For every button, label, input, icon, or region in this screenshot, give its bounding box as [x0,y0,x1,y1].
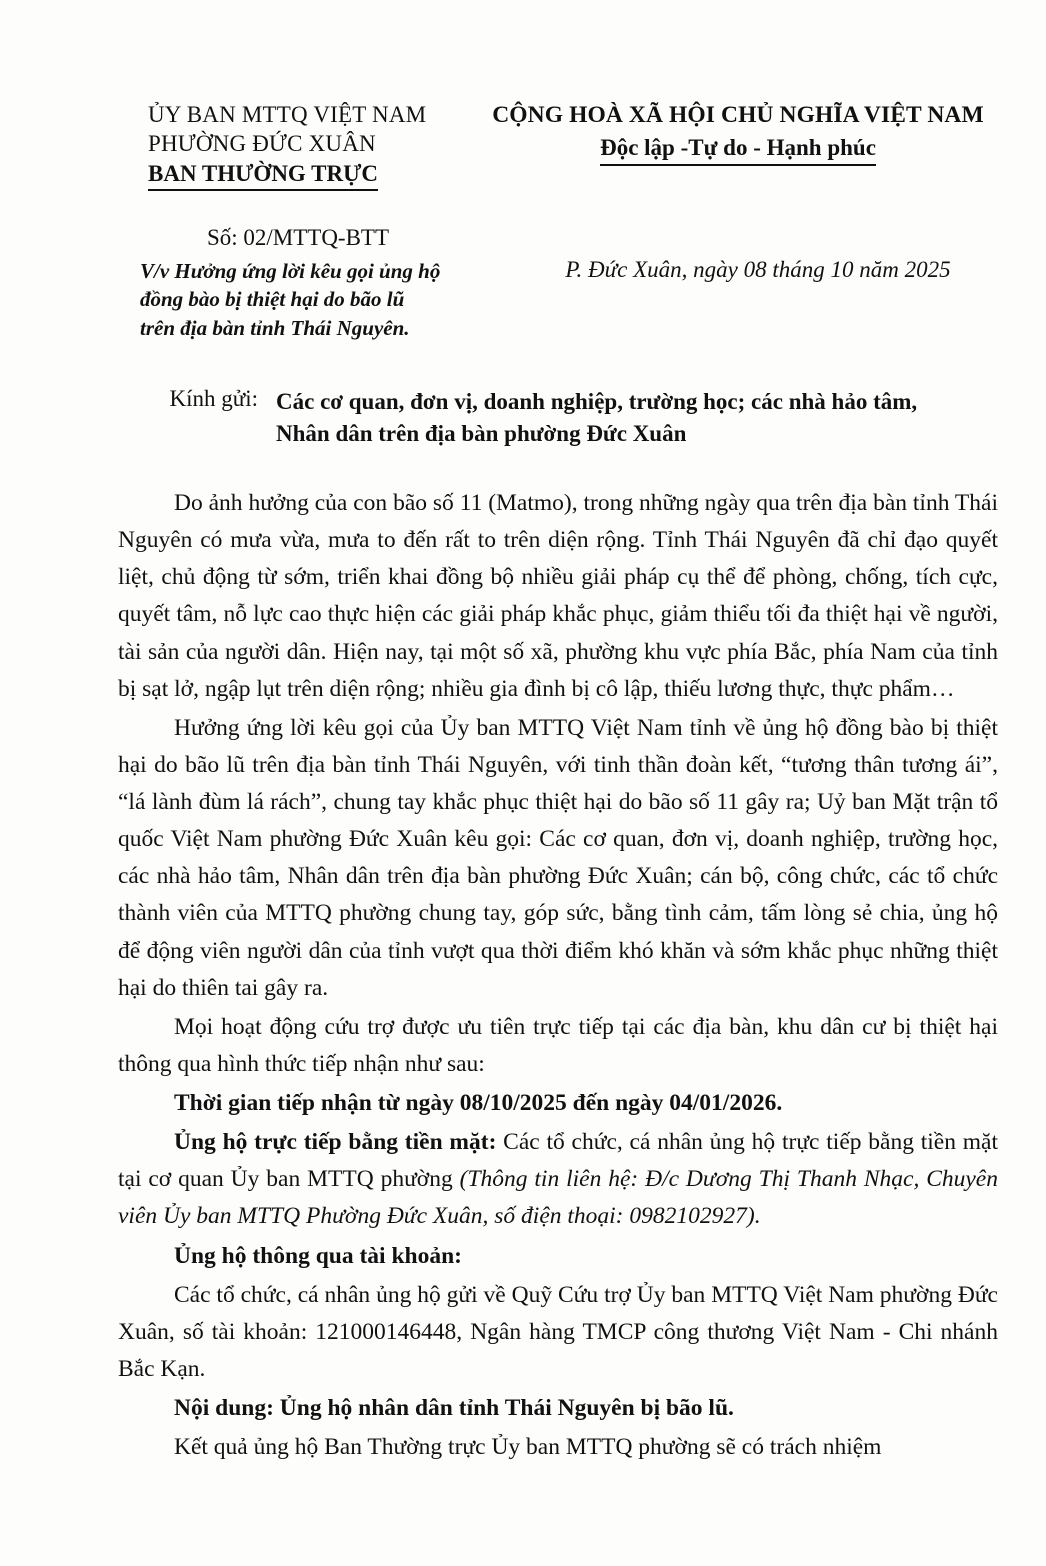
recipient-list [276,386,998,451]
subject-line-3: trên địa bàn tỉnh Thái Nguyên. [140,315,410,340]
cash-donation-lead: Ủng hộ trực tiếp bằng tiền mặt: [174,1129,497,1156]
document-content [118,100,998,1468]
org-line-3: BAN THƯỜNG TRỰC [148,159,378,191]
paragraph-transfer-note [118,1390,998,1427]
cash-donation-text: Các tổ chức, cá nhân ủng hộ trực tiếp bằng tiền mặt tại cơ quan Ủy ban MTTQ phường [118,1129,998,1193]
transfer-note-lead: Nội dung: [174,1395,274,1421]
recipient-label: Kính gửi: [169,385,258,411]
subject-line-1: V/v Hưởng ứng lời kêu gọi ủng hộ [140,259,441,284]
org-line-1: ỦY BAN MTTQ VIỆT NAM [148,102,427,127]
paragraph-2: Hưởng ứng lời kêu gọi của Ủy ban MTTQ Việt Nam tỉnh về ủng hộ đồng bào bị thiệt hại do bão lũ trên địa bàn tỉnh Thái Nguyên, với tinh thần đoàn kết, “tương thân tương ái”, “lá lành đùm lá rách”, chung tay khắc phục thiệt hại do bão số 11 gây ra; Uỷ ban Mặt trận tổ quốc Việt Nam phường Đức Xuân kêu gọi: Các cơ quan, đơn vị, doanh nghiệp, trường học, các nhà hảo tâm, Nhân dân trên địa bàn phường Đức Xuân; cán bộ, công chức, các tổ chức thành viên của MTTQ phường chung tay, góp sức, bằng tình cảm, tấm lòng sẻ chia, ủng hộ để động viên người dân của tỉnh vượt qua thời điểm khó khăn và sớm khắc phục những thiệt hại do thiên tai gây ra. [118,714,998,1001]
document-number: Số: 02/MTTQ-BTT [206,225,390,251]
document-meta [118,225,998,341]
paragraph-receipt-period: Thời gian tiếp nhận từ ngày 08/10/2025 đến ngày 04/01/2026. [174,1090,783,1116]
org-line-2: PHƯỜNG ĐỨC XUÂN [148,131,376,157]
paragraph-1: Do ảnh hưởng của con bão số 11 (Matmo), trong những ngày qua trên địa bàn tỉnh Thái Nguyên có mưa vừa, mưa to đến rất to trên diện rộng. Tỉnh Thái Nguyên đã chỉ đạo quyết liệt, chủ động từ sớm, triển khai đồng bộ nhiều giải pháp cụ thể để phòng, chống, tích cực, quyết tâm, nỗ lực cao thực hiện các giải pháp khắc phục, giảm thiểu tối đa thiệt hại về người, tài sản của người dân. Hiện nay, tại một số xã, phường khu vực phía Bắc, phía Nam của tỉnh bị sạt lở, ngập lụt trên diện rộng; nhiều gia đình bị cô lập, thiếu lương thực, thực phẩm… [118,490,998,702]
paragraph-3: Mọi hoạt động cứu trợ được ưu tiên trực tiếp tại các địa bàn, khu dân cư bị thiệt hại thông qua hình thức tiếp nhận như sau: [118,1013,998,1077]
recipient-line-2: Nhân dân trên địa bàn phường Đức Xuân [276,421,687,447]
issuing-organization-block [118,100,478,191]
document-number-block [118,225,518,341]
cash-donation-contact: (Thông tin liên hệ: Đ/c Dương Thị Thanh Nhạc, Chuyên viên Ủy ban MTTQ Phường Đức Xuân, số điện thoại: 0982102927). [118,1166,998,1230]
paragraph-account-details: Các tổ chức, cá nhân ủng hộ gửi về Quỹ Cứu trợ Ủy ban MTTQ Việt Nam phường Đức Xuân, số tài khoản: 121000146448, Ngân hàng TMCP công thương Việt Nam - Chi nhánh Bắc Kạn. [118,1281,998,1382]
transfer-note-text: Ủng hộ nhân dân tỉnh Thái Nguyên bị bão lũ. [273,1395,734,1421]
paragraph-cash-donation [118,1124,998,1235]
place-date-block [518,225,998,283]
place-and-date: P. Đức Xuân, ngày 08 tháng 10 năm 2025 [565,257,951,283]
subject-line-2: đồng bào bị thiệt hại do bão lũ [140,287,405,312]
document-body [118,485,998,1466]
recipient-block [118,386,998,451]
national-heading-block [478,100,998,166]
national-name: CỘNG HOÀ XÃ HỘI CHỦ NGHĨA VIỆT NAM [492,102,984,128]
document-subject [118,257,518,341]
document-header [118,100,998,191]
recipient-line-1: Các cơ quan, đơn vị, doanh nghiệp, trường học; các nhà hảo tâm, [276,388,918,414]
paragraph-account-heading: Ủng hộ thông qua tài khoản: [174,1242,462,1269]
national-motto: Độc lập -Tự do - Hạnh phúc [600,133,876,167]
paragraph-9: Kết quả ủng hộ Ban Thường trực Ủy ban MTTQ phường sẽ có trách nhiệm [174,1434,882,1461]
